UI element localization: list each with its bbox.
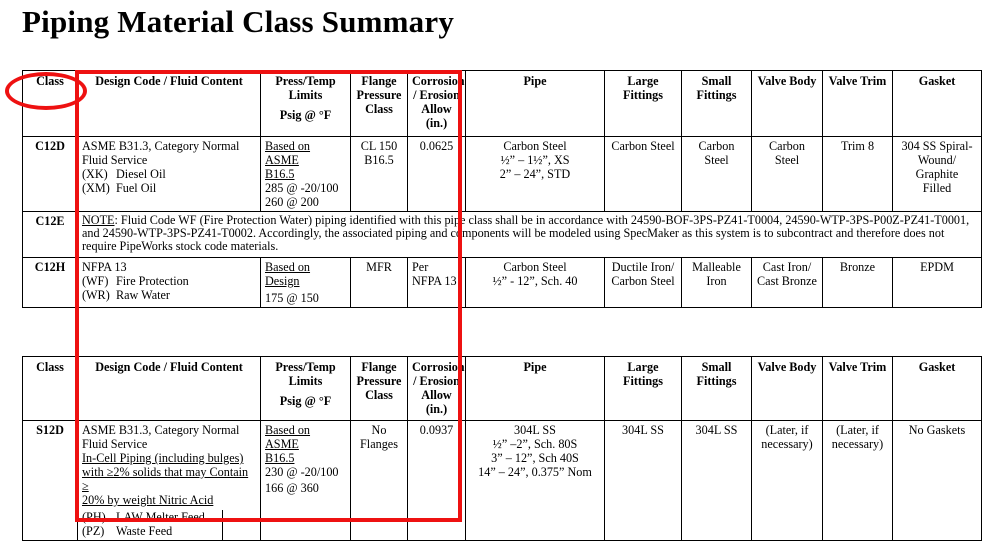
gasket-cell: 304 SS Spiral- Wound/ Graphite Filled <box>893 137 982 212</box>
design-code-cell: NFPA 13 (WF) Fire Protection (WR) Raw Water <box>78 258 261 308</box>
header-class: Class <box>23 357 78 421</box>
press-temp-cell: Based on Design 175 @ 150 <box>261 258 351 308</box>
header-design-code: Design Code / Fluid Content <box>78 357 261 421</box>
flange-cell: MFR <box>351 258 408 308</box>
header-valve-trim: Valve Trim <box>823 71 893 137</box>
page-title: Piping Material Class Summary <box>22 4 455 39</box>
valve-trim-cell: Trim 8 <box>823 137 893 212</box>
valve-body-cell: (Later, if necessary) <box>752 421 823 541</box>
class-code: C12E <box>23 212 78 258</box>
header-valve-trim: Valve Trim <box>823 357 893 421</box>
header-pipe: Pipe <box>466 357 605 421</box>
pipe-cell: 304L SS ½” –2”, Sch. 80S 3” – 12”, Sch 40S 14” – 24”, 0.375” Nom <box>466 421 605 541</box>
header-press-temp: Press/Temp Limits Psig @ °F <box>261 71 351 137</box>
header-small-fittings: Small Fittings <box>682 357 752 421</box>
header-pipe: Pipe <box>466 71 605 137</box>
pipe-cell: Carbon Steel ½” - 12”, Sch. 40 <box>466 258 605 308</box>
small-fittings-cell: Malleable Iron <box>682 258 752 308</box>
class-code: C12H <box>23 258 78 308</box>
table-header-row <box>23 357 982 421</box>
valve-trim-cell: Bronze <box>823 258 893 308</box>
flange-cell: CL 150 B16.5 <box>351 137 408 212</box>
corrosion-cell: Per NFPA 13 <box>408 258 466 308</box>
header-press-temp: Press/Temp Limits Psig @ °F <box>261 357 351 421</box>
header-small-fittings: Small Fittings <box>682 71 752 137</box>
valve-trim-cell: (Later, if necessary) <box>823 421 893 541</box>
corrosion-cell: 0.0625 <box>408 137 466 212</box>
class-code: C12D <box>23 137 78 212</box>
header-large-fittings: Large Fittings <box>605 71 682 137</box>
design-code-cell: ASME B31.3, Category Normal Fluid Service (XK) Diesel Oil (XM) Fuel Oil <box>78 137 261 212</box>
header-gasket: Gasket <box>893 71 982 137</box>
valve-body-cell: Carbon Steel <box>752 137 823 212</box>
header-valve-body: Valve Body <box>752 71 823 137</box>
design-code-cell: ASME B31.3, Category Normal Fluid Service In-Cell Piping (including bulges) with ≥2% solids that may Contain ≥ 20% by weight Nitric Acid (PH) LAW Melter Feed (PZ) Waste Feed <box>78 421 261 541</box>
material-class-table-2 <box>22 356 982 541</box>
large-fittings-cell: 304L SS <box>605 421 682 541</box>
table-row-c12e <box>23 212 982 258</box>
note-label: NOTE <box>82 213 115 227</box>
class-code: S12D <box>23 421 78 541</box>
header-flange: Flange Pressure Class <box>351 357 408 421</box>
small-fittings-cell: Carbon Steel <box>682 137 752 212</box>
note-cell <box>78 212 982 258</box>
header-corrosion: Corrosion / Erosion Allow (in.) <box>408 357 466 421</box>
gasket-cell: EPDM <box>893 258 982 308</box>
header-design-code: Design Code / Fluid Content <box>78 71 261 137</box>
valve-body-cell: Cast Iron/ Cast Bronze <box>752 258 823 308</box>
table-row-c12h <box>23 258 982 308</box>
flange-cell: No Flanges <box>351 421 408 541</box>
header-corrosion: Corrosion / Erosion Allow (in.) <box>408 71 466 137</box>
header-large-fittings: Large Fittings <box>605 357 682 421</box>
gasket-cell: No Gaskets <box>893 421 982 541</box>
header-gasket: Gasket <box>893 357 982 421</box>
header-class: Class <box>23 71 78 137</box>
table-header-row <box>23 71 982 137</box>
material-class-table-1 <box>22 70 982 308</box>
header-valve-body: Valve Body <box>752 357 823 421</box>
large-fittings-cell: Ductile Iron/ Carbon Steel <box>605 258 682 308</box>
corrosion-cell: 0.0937 <box>408 421 466 541</box>
table-row-c12d <box>23 137 982 212</box>
small-fittings-cell: 304L SS <box>682 421 752 541</box>
table-row-s12d <box>23 421 982 541</box>
large-fittings-cell: Carbon Steel <box>605 137 682 212</box>
press-temp-cell: Based on ASME B16.5 230 @ -20/100 166 @ 360 <box>261 421 351 541</box>
pipe-cell: Carbon Steel ½” – 1½”, XS 2” – 24”, STD <box>466 137 605 212</box>
note-text: : Fluid Code WF (Fire Protection Water) piping identified with this pipe class shall be in accordance with 24590-BOF-3PS-PZ41-T0004, 24590-WTP-3PS-P00Z-PZ41-T0001, and 24590-WTP-3PS-PZ41-T0002. Accordingly, the associated piping and components will be modeled using SpecMaker as this system is to subcontract and therefore does not require PipeWorks stock code materials. <box>82 213 970 253</box>
header-flange: Flange Pressure Class <box>351 71 408 137</box>
press-temp-cell: Based on ASME B16.5 285 @ -20/100 260 @ 200 <box>261 137 351 212</box>
